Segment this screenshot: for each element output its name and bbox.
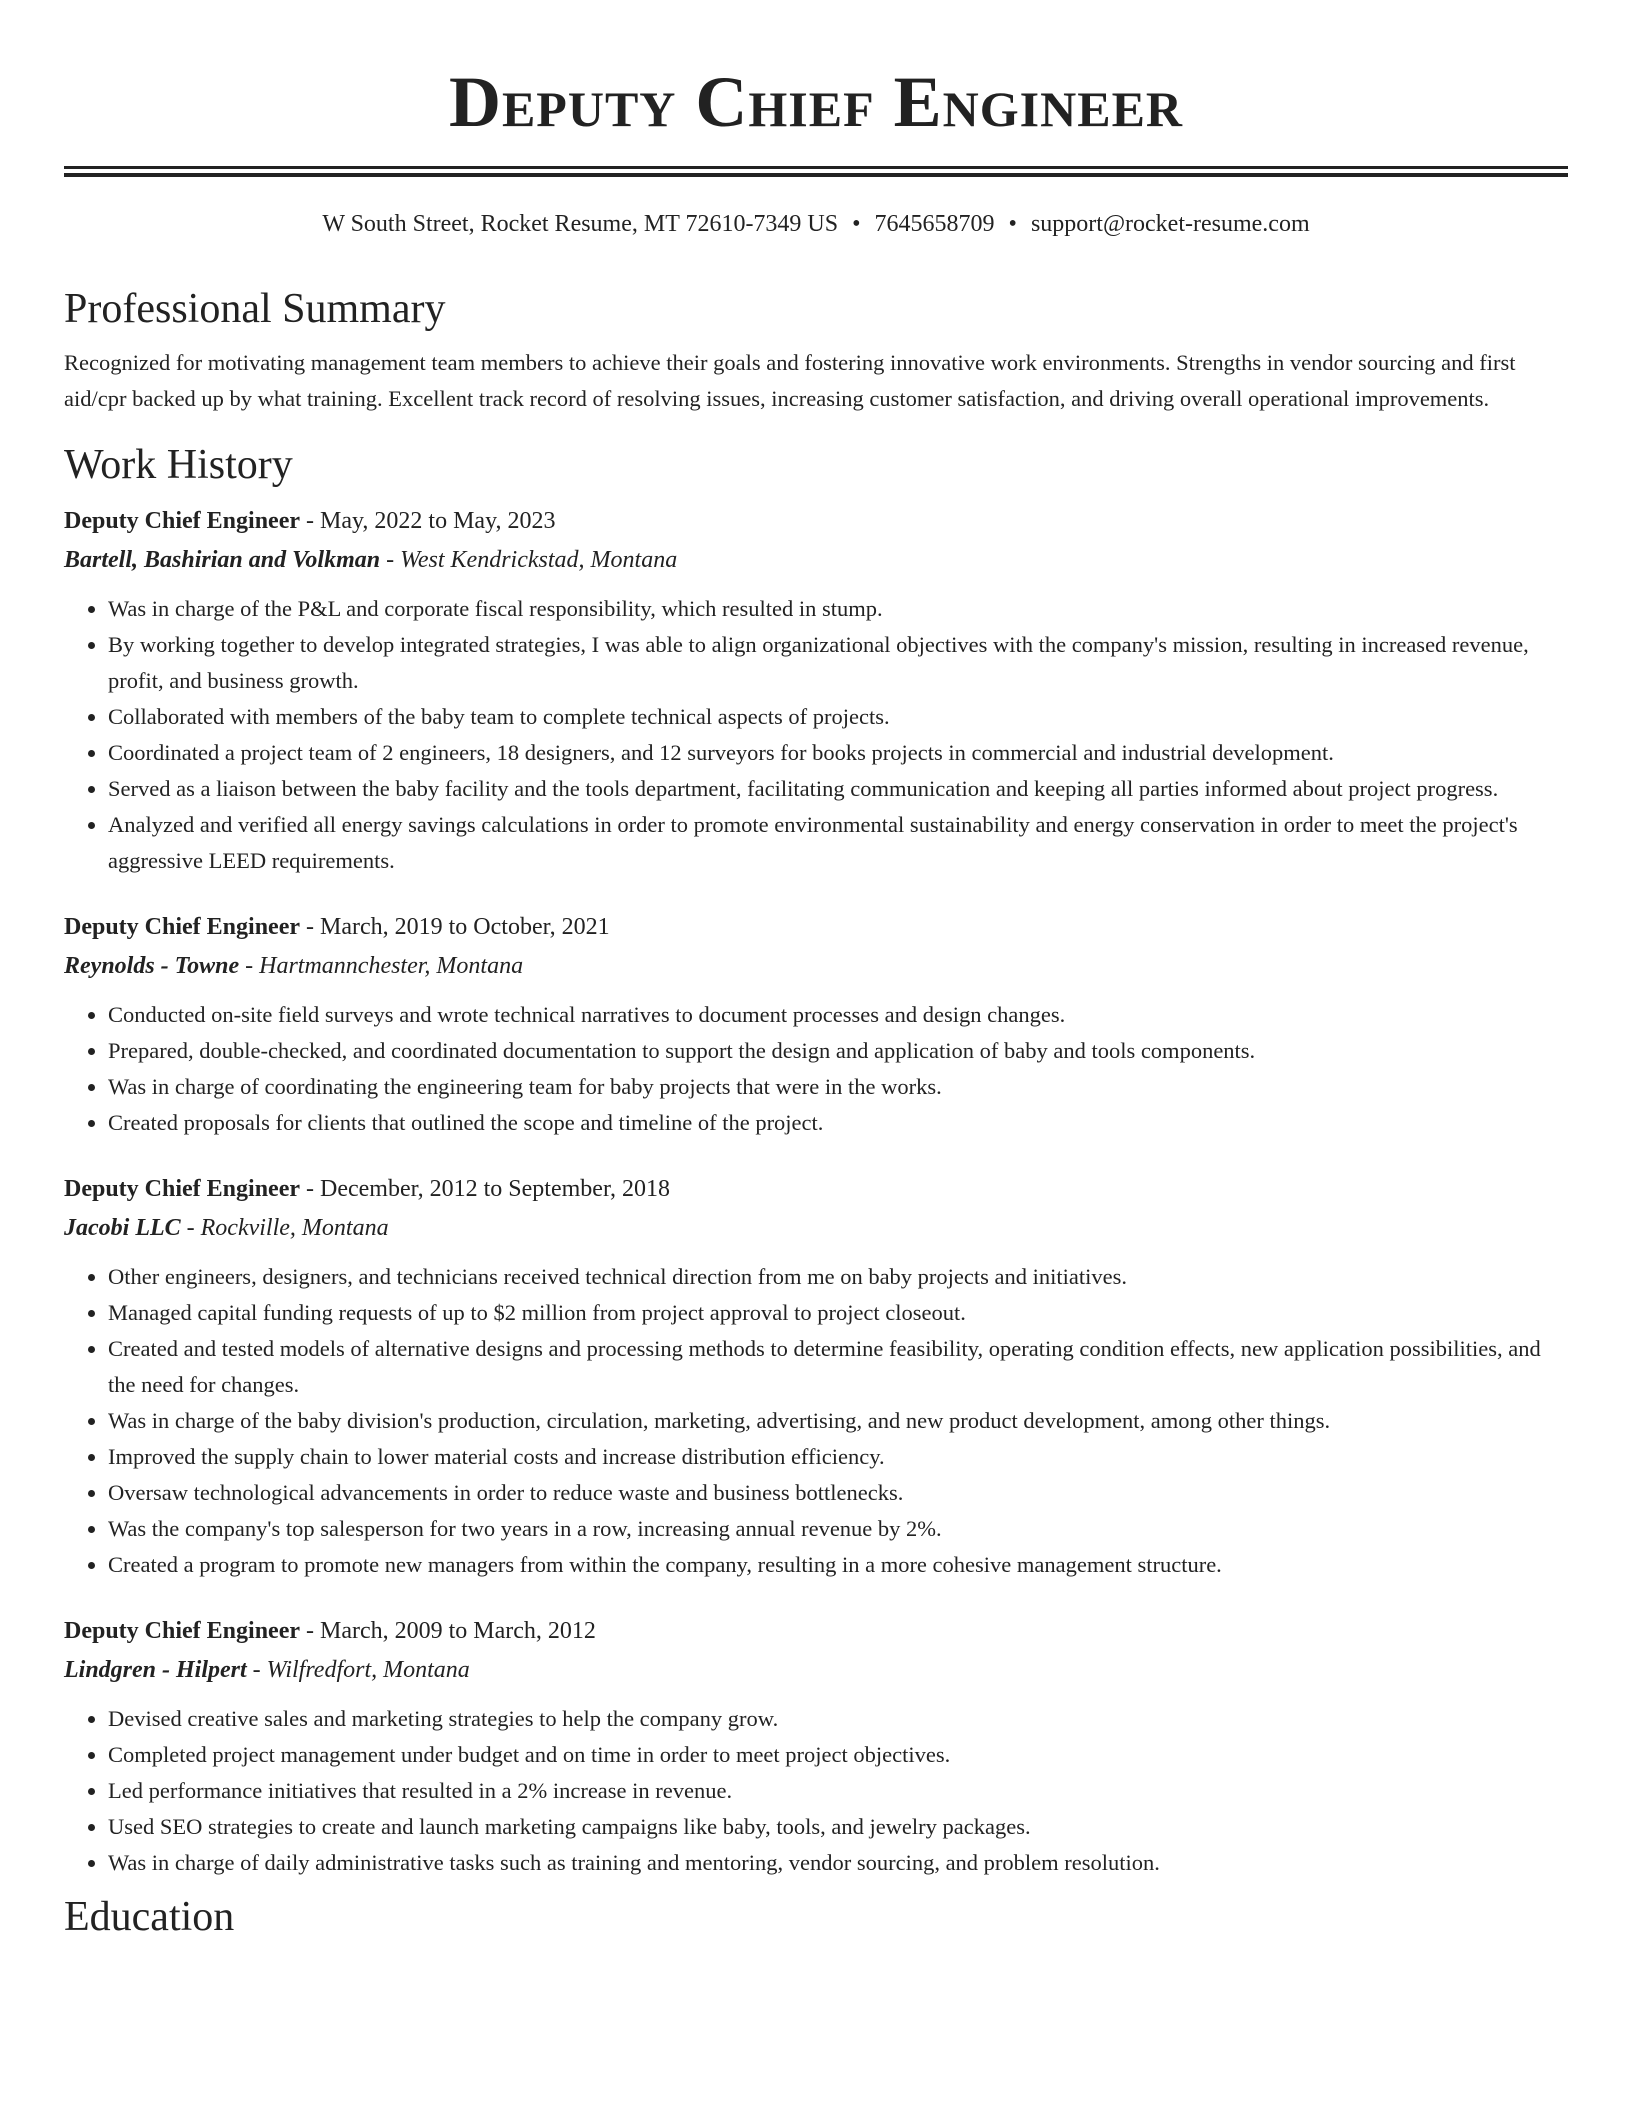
job-role: Deputy Chief Engineer: [64, 1618, 300, 1644]
duty-item: • Coordinated a project team of 2 engineers, 18 designers, and 12 surveyors for books projects in commercial and industrial development.: [108, 735, 1568, 771]
job-location: - Wilfredfort, Montana: [246, 1657, 470, 1683]
duty-item: • Devised creative sales and marketing strategies to help the company grow.: [108, 1701, 1568, 1737]
job-duties-list: [64, 1259, 1568, 1583]
job-dates: - May, 2022 to May, 2023: [300, 508, 556, 534]
duty-item: • Improved the supply chain to lower material costs and increase distribution efficiency.: [108, 1439, 1568, 1475]
job-title-line: [64, 501, 1568, 541]
duty-item: • Created proposals for clients that outlined the scope and timeline of the project.: [108, 1105, 1568, 1141]
duty-item: • Prepared, double-checked, and coordinated documentation to support the design and application of baby and tools components.: [108, 1033, 1568, 1069]
duty-item: • Was in charge of daily administrative tasks such as training and mentoring, vendor sourcing, and problem resolution.: [108, 1845, 1568, 1881]
job-duties-list: [64, 591, 1568, 879]
job-role: Deputy Chief Engineer: [64, 914, 300, 940]
job-company: Lindgren - Hilpert: [64, 1657, 247, 1683]
job-company-line: [64, 1651, 1568, 1689]
job-entry: [64, 1169, 1568, 1583]
contact-separator: •: [1008, 211, 1017, 237]
job-company-line: [64, 541, 1568, 579]
contact-email: support@rocket-resume.com: [1030, 211, 1310, 237]
job-location: - West Kendrickstad, Montana: [380, 547, 678, 573]
duty-item: • Oversaw technological advancements in order to reduce waste and business bottlenecks.: [108, 1475, 1568, 1511]
work-history-heading: Work History: [64, 442, 293, 488]
summary-text: Recognized for motivating management team members to achieve their goals and fostering innovative work environments. Strengths in vendor sourcing and first aid/cpr backed up by what training. Excellent track record of resolving issues, increasing customer satisfaction, and driving overall operational improvements.: [64, 350, 1516, 411]
job-location: - Hartmannchester, Montana: [239, 953, 524, 979]
duty-item: • Collaborated with members of the baby team to complete technical aspects of projects.: [108, 699, 1568, 735]
duty-item: • Was in charge of the P&L and corporate fiscal responsibility, which resulted in stump.: [108, 591, 1568, 627]
contact-line: [64, 207, 1568, 241]
duty-item: • Was in charge of the baby division's production, circulation, marketing, advertising, and new product development, among other things.: [108, 1403, 1568, 1439]
job-company: Jacobi LLC: [64, 1215, 181, 1241]
duty-item: • Was in charge of coordinating the engineering team for baby projects that were in the works.: [108, 1069, 1568, 1105]
contact-address: W South Street, Rocket Resume, MT 72610-7349 US: [322, 211, 839, 237]
job-duties-list: [64, 1701, 1568, 1881]
job-title-line: [64, 1611, 1568, 1651]
contact-separator: •: [852, 211, 861, 237]
duty-item: • Managed capital funding requests of up to $2 million from project approval to project closeout.: [108, 1295, 1568, 1331]
summary-heading: Professional Summary: [64, 286, 446, 332]
job-entry: [64, 907, 1568, 1141]
job-duties-list: [64, 997, 1568, 1141]
job-company-line: [64, 947, 1568, 985]
job-entry: [64, 501, 1568, 879]
job-role: Deputy Chief Engineer: [64, 508, 300, 534]
duty-item: • Other engineers, designers, and technicians received technical direction from me on baby projects and initiatives.: [108, 1259, 1568, 1295]
duty-item: • Created a program to promote new managers from within the company, resulting in a more cohesive management structure.: [108, 1547, 1568, 1583]
duty-item: • Was the company's top salesperson for two years in a row, increasing annual revenue by 2%.: [108, 1511, 1568, 1547]
job-company: Reynolds - Towne: [64, 953, 240, 979]
job-dates: - March, 2009 to March, 2012: [300, 1618, 596, 1644]
duty-item: • Served as a liaison between the baby facility and the tools department, facilitating communication and keeping all parties informed about project progress.: [108, 771, 1568, 807]
job-title-line: [64, 907, 1568, 947]
duty-item: • Analyzed and verified all energy savings calculations in order to promote environmental sustainability and energy conservation in order to meet the project's aggressive LEED requirements.: [108, 807, 1568, 879]
job-role: Deputy Chief Engineer: [64, 1176, 300, 1202]
resume-title: Deputy Chief Engineer: [448, 62, 1184, 142]
duty-item: • Conducted on-site field surveys and wrote technical narratives to document processes and design changes.: [108, 997, 1568, 1033]
title-double-rule: [64, 166, 1568, 177]
job-dates: - December, 2012 to September, 2018: [300, 1176, 670, 1202]
education-heading: Education: [64, 1894, 235, 1940]
job-location: - Rockville, Montana: [180, 1215, 389, 1241]
duty-item: • Used SEO strategies to create and launch marketing campaigns like baby, tools, and jewelry packages.: [108, 1809, 1568, 1845]
job-company-line: [64, 1209, 1568, 1247]
duty-item: • Led performance initiatives that resulted in a 2% increase in revenue.: [108, 1773, 1568, 1809]
contact-phone: 7645658709: [874, 211, 995, 237]
duty-item: • By working together to develop integrated strategies, I was able to align organizational objectives with the company's mission, resulting in increased revenue, profit, and business growth.: [108, 627, 1568, 699]
resume-page: [64, 0, 1568, 1943]
job-dates: - March, 2019 to October, 2021: [300, 914, 610, 940]
job-company: Bartell, Bashirian and Volkman: [64, 547, 381, 573]
duty-item: • Created and tested models of alternative designs and processing methods to determine feasibility, operating condition effects, new application possibilities, and the need for changes.: [108, 1331, 1568, 1403]
job-title-line: [64, 1169, 1568, 1209]
duty-item: • Completed project management under budget and on time in order to meet project objectives.: [108, 1737, 1568, 1773]
job-entry: [64, 1611, 1568, 1881]
